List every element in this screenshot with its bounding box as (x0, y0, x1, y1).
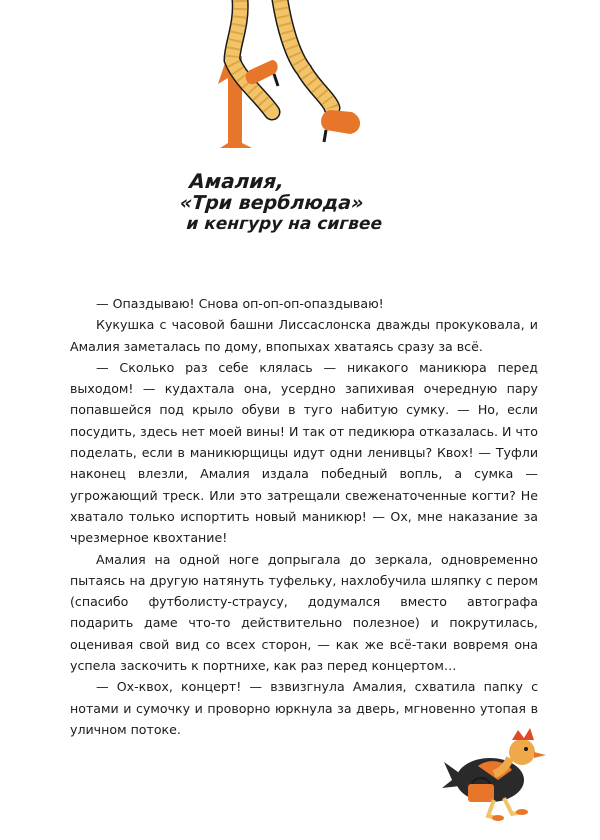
story-text (70, 293, 538, 740)
paragraph: — Ох-квох, концерт! — взвизгнула Амалия, схватила папку с нотами и сумочку и проворно юркнула за дверь, мгновенно утопая в уличном потоке. (70, 679, 538, 737)
striped-legs (232, 0, 332, 112)
paragraph: Кукушка с часовой башни Лиссаслонска дважды прокуковала, и Амалия заметалась по дому, впопыхах хватаясь сразу за всё. (70, 317, 538, 354)
chapter-illustration (180, 0, 420, 165)
chapter-title-line-2: «Три верблюда» (179, 192, 365, 214)
paragraph: — Сколько раз себе клялась — никакого маникюра перед выходом! — кудахтала она, усердно запихивая очередную пару попавшейся под крыло обуви в туго набитую сумку. — Но, если посудить, здесь нет моей вины! И так от педикюра отказалась. И что поделать, если в маникюрщицы идут одни ленивцы? Квох! — Туфли наконец влезли, Амалия издала победный вопль, а сумка — угрожающий треск. Или это затрещали свеженаточенные когти? Не хватало только испортить новый маникюр! — Ох, мне наказание за чрезмерное квохтание! (70, 359, 538, 546)
chapter-title-line-1: Амалия, (188, 169, 285, 193)
orange-shoe-right (321, 110, 360, 142)
chapter-title-line-3: и кенгуру на сигвее (185, 213, 383, 234)
chapter-title (178, 170, 463, 234)
paragraph: Амалия на одной ноге допрыгала до зеркала, одновременно пытаясь на другую натянуть туфельку, нахлобучила шляпку с пером (спасибо футболисту-страусу, додумался вместо автографа подарить даме что-то действительно полезное) и покрутилась, оценивая свой вид со всех сторон, — как же всё-таки вовремя она успела заскочить к портнихе, как раз перед концертом… (70, 551, 538, 674)
hen-legs (488, 798, 528, 821)
paragraph: — Опаздываю! Снова оп-оп-оп-опаздываю! (96, 296, 384, 311)
hen-head (494, 728, 546, 774)
hen-illustration (438, 722, 558, 822)
orange-shoe-left (246, 60, 278, 86)
